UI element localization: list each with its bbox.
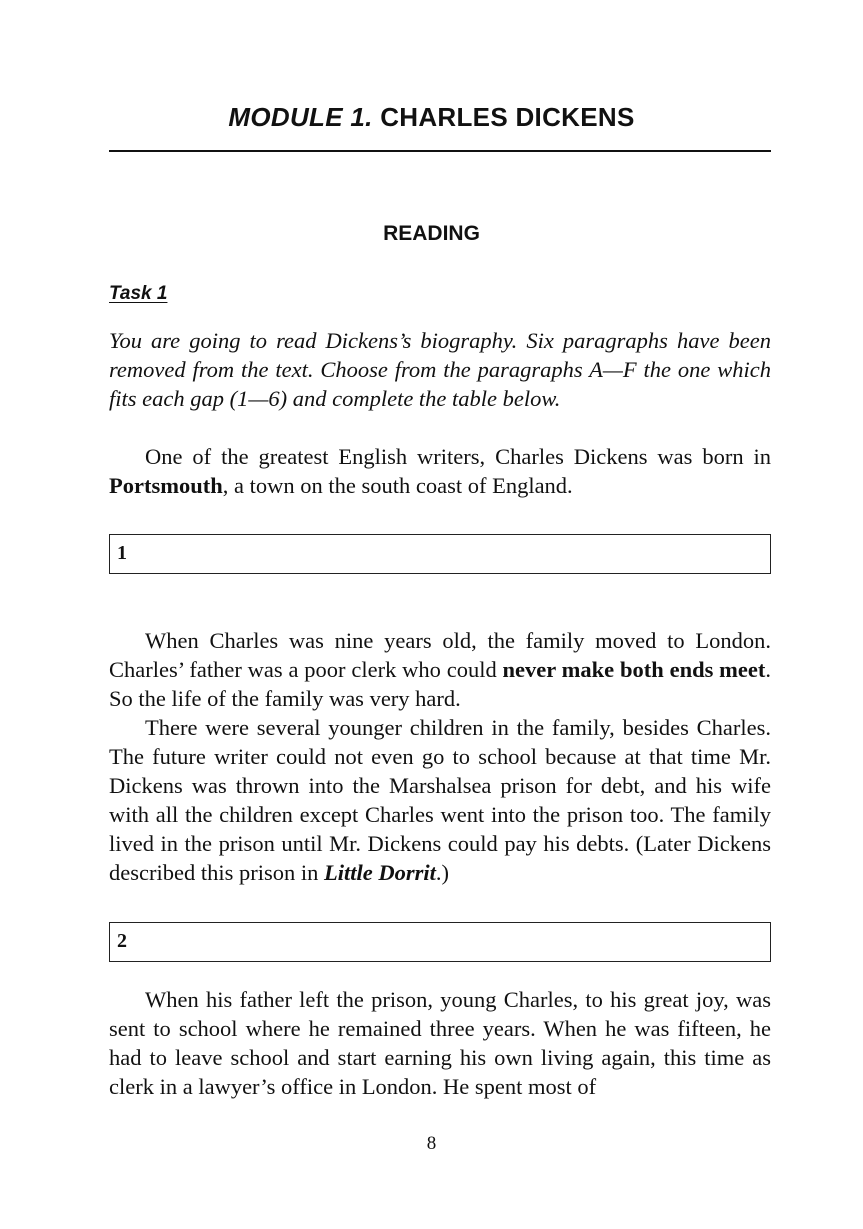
paragraph-3: There were several younger children in the family, besides Charles. The future writer could not even go to school because at that time Mr. Dickens was thrown into the Marshalsea prison for debt, and his wife with all the children except Charles went into the prison too. The family lived in the prison until Mr. Dickens could pay his debts. (Later Dickens described this prison in Little Dorrit.) <box>109 715 771 885</box>
gap-number: 2 <box>117 930 127 952</box>
paragraph-4: When his father left the prison, young Charles, to his great joy, was sent to school where he remained three years. When he was fifteen, he had to leave school and start earning his own living again, this time as clerk in a lawyer’s office in London. He spent most of <box>109 987 771 1099</box>
task-label: Task 1 <box>109 283 168 304</box>
bold-phrase: never make both ends meet <box>502 657 766 682</box>
title-divider <box>109 150 771 152</box>
module-title <box>0 102 863 133</box>
gap-box-2[interactable] <box>109 922 771 962</box>
bold-term: Portsmouth <box>109 473 223 498</box>
gap-box-1[interactable] <box>109 534 771 574</box>
book-title: Little Dorrit <box>323 860 436 885</box>
paragraph-1: One of the greatest English writers, Charles Dickens was born in Portsmouth, a town on the south coast of England. <box>109 444 771 498</box>
page-number: 8 <box>426 1133 437 1154</box>
module-name: CHARLES DICKENS <box>380 102 635 132</box>
section-title: READING <box>383 222 480 245</box>
gap-number: 1 <box>117 542 127 564</box>
module-number: MODULE 1. <box>228 102 373 132</box>
paragraph-2: When Charles was nine years old, the family moved to London. Charles’ father was a poor clerk who could never make both ends meet. So the life of the family was very hard. <box>109 628 772 711</box>
task-instructions: You are going to read Dickens’s biography. Six paragraphs have been removed from the text. Choose from the paragraphs A—F the one which fits each gap (1—6) and complete the table below. <box>109 328 771 411</box>
